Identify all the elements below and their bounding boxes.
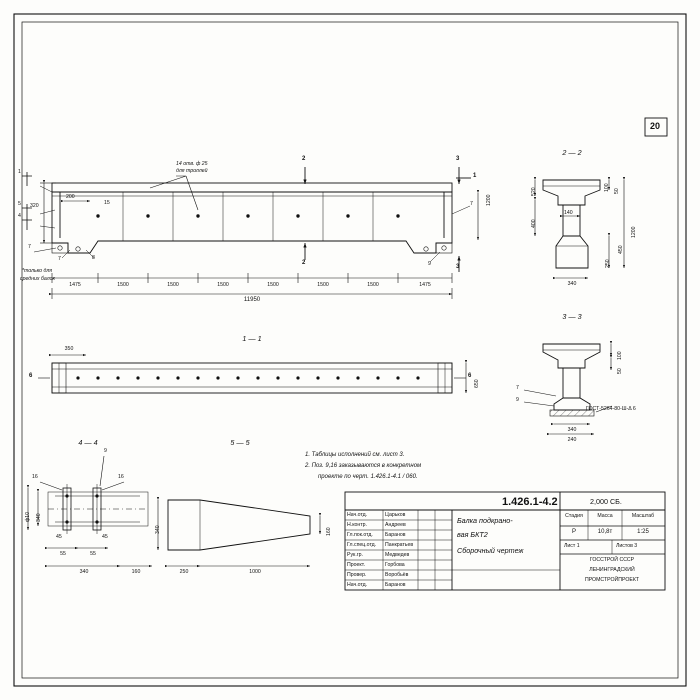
tb-name-4: Медведев bbox=[385, 552, 410, 558]
tb-role-4: Рук.гр. bbox=[347, 552, 363, 558]
weld-note: ГОСТ-5264-80-Ш-Δ 6 bbox=[586, 406, 636, 412]
note-edge-beams-line1: *только для bbox=[22, 268, 53, 274]
sec22-dim-50: 50 bbox=[614, 188, 620, 194]
chain-dim-7: 1500 bbox=[367, 282, 379, 288]
drawing-title-line1: Балка подкрано- bbox=[457, 516, 513, 525]
dim-650: 650 bbox=[474, 379, 480, 388]
dim-200: 200 bbox=[66, 194, 75, 200]
callout-troll-holes-line2: для троллей bbox=[176, 168, 208, 174]
stage-value: Р bbox=[571, 529, 577, 535]
chain-dim-3: 1500 bbox=[167, 282, 179, 288]
sec33-dim-240: 240 bbox=[567, 437, 577, 443]
chain-dim-4: 1500 bbox=[217, 282, 229, 288]
sec44-dim-55b: 55 bbox=[90, 551, 96, 557]
sec44-pos-16-right: 16 bbox=[118, 474, 124, 480]
elevation-pos-7c: 7 bbox=[470, 201, 473, 207]
elevation-pos-7-left: 7 bbox=[28, 244, 31, 250]
sec44-dim-160: 160 bbox=[131, 569, 141, 575]
view-mark-6-left: 6 bbox=[29, 373, 33, 379]
sec22-dim-450: 450 bbox=[618, 245, 624, 254]
section-3-3-title: 3 — 3 bbox=[562, 312, 582, 321]
sec44-pos-9: 9 bbox=[104, 448, 107, 454]
tb-name-2: Баранов bbox=[385, 532, 406, 538]
sec44-dim-55a: 55 bbox=[60, 551, 66, 557]
callout-troll-holes-line1: 14 отв. ф 25 bbox=[176, 161, 208, 167]
sec22-dim-400: 400 bbox=[531, 219, 537, 228]
mass-header: Масса bbox=[597, 513, 613, 519]
section-5-5-title: 5 — 5 bbox=[230, 438, 250, 447]
sec55-dim-250: 250 bbox=[179, 569, 189, 575]
dim-15: 15 bbox=[104, 200, 110, 206]
chain-dim-8: 1475 bbox=[419, 282, 431, 288]
chain-dim-5: 1500 bbox=[267, 282, 279, 288]
tb-role-2: Гл.пок.отд. bbox=[347, 532, 373, 538]
org-line2: ЛЕНИНГРАДСКИЙ bbox=[589, 567, 635, 573]
view-mark-6-right: 6 bbox=[468, 373, 472, 379]
sec22-dim-1200: 1200 bbox=[631, 226, 637, 238]
tb-name-0: Царьков bbox=[385, 512, 406, 518]
sec55-dim-160: 160 bbox=[326, 527, 332, 536]
chain-dim-1: 1475 bbox=[69, 282, 81, 288]
sec44-pos-16-left: 16 bbox=[32, 474, 38, 480]
tb-name-6: Воробьёв bbox=[385, 572, 409, 578]
drawing-code: 1.426.1-4.2 bbox=[502, 496, 558, 508]
elevation-pos-7b: 7 bbox=[58, 256, 61, 262]
view-1-1-title: 1 — 1 bbox=[242, 334, 262, 343]
chain-dim-2: 1500 bbox=[117, 282, 129, 288]
sec44-dim-45a: 45 bbox=[56, 534, 62, 540]
note-edge-beams-line2: средних балок bbox=[20, 276, 55, 282]
sec55-dim-1000: 1000 bbox=[249, 569, 261, 575]
dim-1200: 1200 bbox=[486, 194, 492, 206]
note-line-1: 1. Таблицы исполнений см. лист 3. bbox=[305, 452, 405, 458]
section-mark-2-bottom: 2 bbox=[302, 260, 306, 266]
tb-role-0: Нач.отд. bbox=[347, 512, 368, 518]
sheets-label: Листов 3 bbox=[616, 543, 638, 549]
dim-350: 350 bbox=[64, 346, 74, 352]
sec22-dim-140: 140 bbox=[564, 210, 573, 216]
sec44-dim-340: 340 bbox=[36, 513, 42, 522]
section-mark-1-right: 1 bbox=[473, 173, 477, 179]
tb-role-6: Провер. bbox=[347, 572, 367, 578]
tb-name-5: Горбова bbox=[385, 562, 405, 568]
note-line-3: проекте по черт. 1.426.1-4.1 / 060. bbox=[318, 474, 418, 480]
sheet-label: Лист 1 bbox=[564, 543, 580, 549]
drawing-title-line2: вая БКТ2 bbox=[457, 530, 488, 539]
tb-role-1: Н.контр. bbox=[347, 522, 367, 528]
sec44-dim-d10: ф10 bbox=[25, 511, 31, 522]
sec22-dim-520: 520 bbox=[531, 187, 537, 196]
sec44-dim-45b: 45 bbox=[102, 534, 108, 540]
section-mark-3-bottom: 3 bbox=[456, 264, 460, 270]
tb-name-3: Панкратьев bbox=[385, 542, 414, 548]
tb-name-1: Андреев bbox=[385, 522, 406, 528]
volume-label: 2,000 СБ. bbox=[590, 497, 622, 506]
tb-role-3: Гл.спец.отд. bbox=[347, 542, 377, 548]
tb-role-7: Нач.отд. bbox=[347, 582, 368, 588]
sec22-dim-340: 340 bbox=[567, 281, 577, 287]
stage-header: Стадия bbox=[565, 513, 583, 519]
tb-name-7: Баранов bbox=[385, 582, 406, 588]
sec33-dim-340: 340 bbox=[567, 427, 577, 433]
org-line1: ГОССТРОЙ СССР bbox=[589, 557, 635, 563]
tb-role-5: Проект. bbox=[347, 562, 365, 568]
section-2-2-title: 2 — 2 bbox=[562, 148, 582, 157]
scale-value: 1:25 bbox=[637, 529, 649, 535]
scale-header: Масштаб bbox=[631, 513, 655, 519]
sec33-dim-50: 50 bbox=[617, 368, 623, 374]
sec33-dim-100: 100 bbox=[617, 351, 623, 360]
sec33-pos-9: 9 bbox=[516, 397, 519, 403]
mass-value: 10,8т bbox=[597, 529, 613, 535]
section-mark-3-top: 3 bbox=[456, 156, 460, 162]
dim-total-length: 11950 bbox=[243, 297, 261, 303]
note-line-2: 2. Поз. 9,16 заказываются в конкретном bbox=[305, 463, 422, 469]
sec44-dim-340b: 340 bbox=[79, 569, 89, 575]
elevation-pos-5: 5 bbox=[18, 201, 21, 207]
dim-320: 320 bbox=[30, 203, 39, 209]
sec33-pos-7: 7 bbox=[516, 385, 519, 391]
elevation-pos-9: 9 bbox=[428, 261, 431, 267]
sec22-dim-100: 100 bbox=[604, 183, 610, 192]
elevation-pos-1-left: 1 bbox=[18, 169, 21, 175]
page-number: 20 bbox=[650, 121, 661, 131]
section-4-4-title: 4 — 4 bbox=[78, 438, 98, 447]
elevation-pos-8: 8 bbox=[92, 255, 95, 261]
sec22-dim-250: 250 bbox=[605, 259, 611, 268]
section-mark-2-top: 2 bbox=[302, 156, 306, 162]
sec55-dim-340: 340 bbox=[155, 525, 161, 534]
chain-dim-6: 1500 bbox=[317, 282, 329, 288]
elevation-pos-4: 4 bbox=[18, 213, 21, 219]
org-line3: ПРОМСТРОЙПРОЕКТ bbox=[584, 577, 640, 583]
drawing-title-line3: Сборочный чертеж bbox=[457, 546, 524, 555]
